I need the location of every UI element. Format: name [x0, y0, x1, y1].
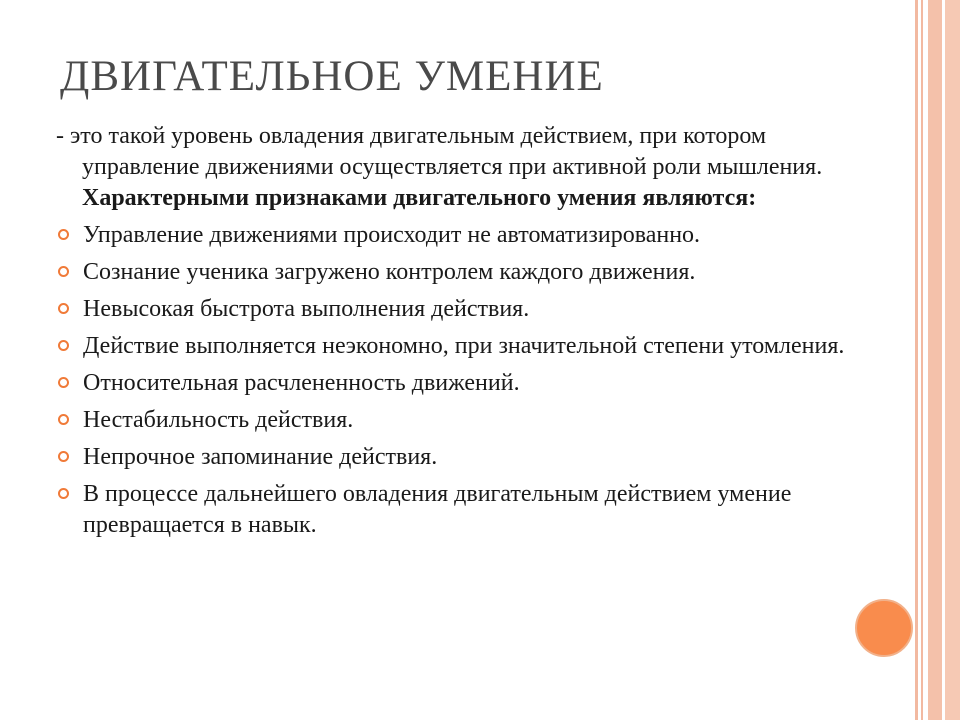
- list-item: [56, 442, 876, 473]
- list-item-text: Сознание ученика загружено контролем каждого движения.: [83, 259, 696, 285]
- list-item-text: Невысокая быстрота выполнения действия.: [83, 296, 530, 322]
- list-item: [56, 368, 876, 399]
- list-item-text: В процессе дальнейшего овладения двигательным действием умение превращается в навык.: [83, 481, 792, 538]
- bullet-icon: [58, 414, 69, 425]
- list-item: [56, 220, 876, 251]
- list-item-text: Относительная расчлененность движений.: [83, 370, 520, 396]
- slide-body: [56, 121, 876, 547]
- list-item: [56, 257, 876, 288]
- decorative-stripes: [915, 0, 960, 720]
- bullet-list: [56, 220, 876, 541]
- stripe: [945, 0, 960, 720]
- bullet-icon: [58, 229, 69, 240]
- slide-title: ДВИГАТЕЛЬНОЕ УМЕНИЕ: [60, 53, 604, 100]
- decorative-circle: [855, 599, 913, 657]
- list-item: [56, 294, 876, 325]
- bullet-icon: [58, 377, 69, 388]
- list-item-text: Непрочное запоминание действия.: [83, 444, 438, 470]
- list-item-text: Нестабильность действия.: [83, 407, 354, 433]
- bullet-icon: [58, 340, 69, 351]
- list-item-text: Действие выполняется неэкономно, при значительной степени утомления.: [83, 333, 845, 359]
- bullet-icon: [58, 266, 69, 277]
- stripe: [921, 0, 923, 720]
- bullet-icon: [58, 451, 69, 462]
- bullet-icon: [58, 303, 69, 314]
- list-item: [56, 331, 876, 362]
- stripe: [928, 0, 942, 720]
- subheading: Характерными признаками двигательного умения являются:: [82, 185, 757, 211]
- list-item: [56, 479, 876, 541]
- intro-text: - это такой уровень овладения двигательным действием, при котором управление движениями осуществляется при активной роли мышления.: [56, 123, 823, 180]
- list-item-text: Управление движениями происходит не автоматизированно.: [83, 222, 701, 248]
- stripe: [915, 0, 918, 720]
- bullet-icon: [58, 488, 69, 499]
- list-item: [56, 405, 876, 436]
